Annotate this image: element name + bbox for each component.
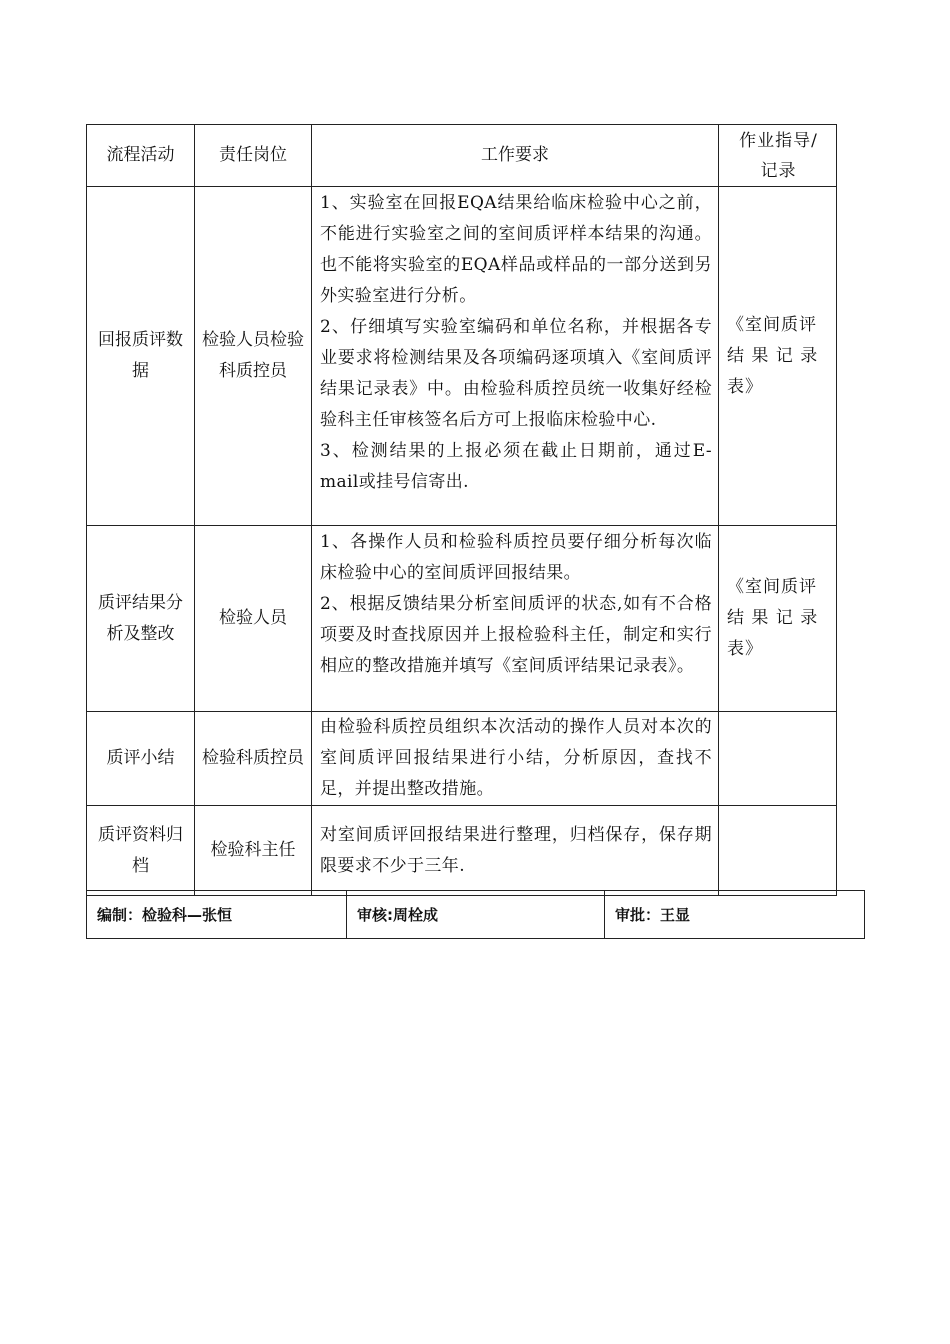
table-row bbox=[87, 187, 837, 526]
row-requirements bbox=[312, 526, 719, 712]
requirement-item: 由检验科质控员组织本次活动的操作人员对本次的室间质评回报结果进行小结，分析原因，查找不足，并提出整改措施。 bbox=[320, 717, 712, 799]
compiled-value: 检验科—张恒 bbox=[142, 906, 233, 924]
header-record-line2: 记录 bbox=[760, 160, 797, 181]
row-role: 检验人员检验科质控员 bbox=[195, 187, 312, 526]
row-activity: 质评结果分析及整改 bbox=[87, 526, 195, 712]
table-row bbox=[87, 526, 837, 712]
row-role: 检验人员 bbox=[195, 526, 312, 712]
signoff-table bbox=[86, 890, 865, 939]
requirement-item: 1、各操作人员和检验科质控员要仔细分析每次临床检验中心的室间质评回报结果。 bbox=[320, 532, 712, 583]
approved-value: 王显 bbox=[660, 906, 691, 924]
requirement-item: 1、实验室在回报EQA结果给临床检验中心之前，不能进行实验室之间的室间质评样本结果的沟通。也不能将实验室的EQA样品或样品的一部分送到另外实验室进行分析。 bbox=[320, 193, 712, 306]
reviewed-label: 审核: bbox=[357, 906, 393, 924]
row-requirements bbox=[312, 806, 719, 896]
table-header-row bbox=[87, 125, 837, 187]
header-activity: 流程活动 bbox=[87, 125, 195, 187]
row-activity: 回报质评数据 bbox=[87, 187, 195, 526]
header-role: 责任岗位 bbox=[195, 125, 312, 187]
row-record bbox=[719, 712, 837, 806]
row-record: 《室间质评结 果 记 录表》 bbox=[719, 526, 837, 712]
table-row bbox=[87, 806, 837, 896]
signoff-approved bbox=[605, 891, 865, 939]
requirement-item: 2、根据反馈结果分析室间质评的状态,如有不合格项要及时查找原因并上报检验科主任，制定和实行相应的整改措施并填写《室间质评结果记录表》。 bbox=[320, 594, 712, 676]
requirement-item: 对室间质评回报结果进行整理，归档保存，保存期限要求不少于三年. bbox=[320, 824, 712, 876]
header-record-line1: 作业指导/ bbox=[739, 130, 818, 151]
row-activity: 质评资料归档 bbox=[87, 806, 195, 896]
requirement-item: 2、仔细填写实验室编码和单位名称，并根据各专业要求将检测结果及各项编码逐项填入《室间质评结果记录表》中。由检验科质控员统一收集好经检验科主任审核签名后方可上报临床检验中心. bbox=[320, 317, 712, 430]
requirement-item: 3、检测结果的上报必须在截止日期前，通过E-mail或挂号信寄出. bbox=[320, 441, 712, 492]
row-role: 检验科质控员 bbox=[195, 712, 312, 806]
row-record bbox=[719, 806, 837, 896]
header-requirements: 工作要求 bbox=[312, 125, 719, 187]
reviewed-value: 周栓成 bbox=[393, 906, 439, 924]
approved-label: 审批： bbox=[615, 906, 661, 924]
row-activity: 质评小结 bbox=[87, 712, 195, 806]
row-requirements bbox=[312, 187, 719, 526]
row-role: 检验科主任 bbox=[195, 806, 312, 896]
row-requirements bbox=[312, 712, 719, 806]
signoff-row bbox=[87, 891, 865, 939]
procedure-table bbox=[86, 124, 837, 896]
header-record bbox=[719, 125, 837, 187]
table-row bbox=[87, 712, 837, 806]
signoff-compiled bbox=[87, 891, 347, 939]
compiled-label: 编制： bbox=[97, 906, 143, 924]
row-record: 《室间质评结 果 记 录表》 bbox=[719, 187, 837, 526]
signoff-reviewed bbox=[347, 891, 605, 939]
